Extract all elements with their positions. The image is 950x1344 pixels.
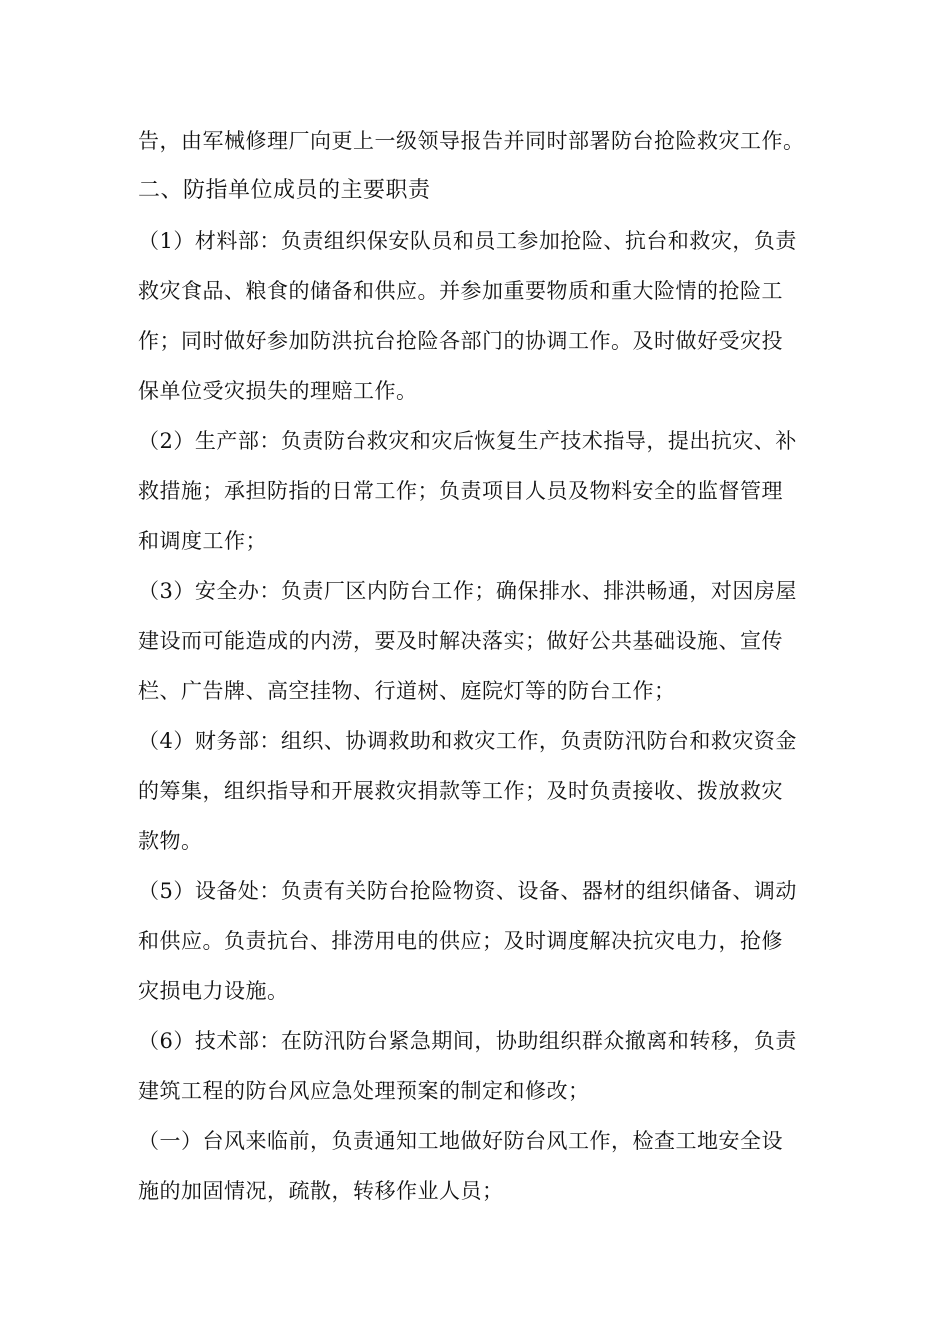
text-line: 救灾食品、粮食的储备和供应。并参加重要物质和重大险情的抢险工 xyxy=(138,279,783,303)
text-line: （一）台风来临前，负责通知工地做好防台风工作，检查工地安全设 xyxy=(138,1129,783,1153)
text-line: （2）生产部：负责防台救灾和灾后恢复生产技术指导，提出抗灾、补 xyxy=(138,429,797,453)
text-line: 和供应。负责抗台、排涝用电的供应；及时调度解决抗灾电力，抢修 xyxy=(138,929,783,953)
text-line: （3）安全办：负责厂区内防台工作；确保排水、排洪畅通，对因房屋 xyxy=(138,579,797,603)
text-line: 作；同时做好参加防洪抗台抢险各部门的协调工作。及时做好受灾投 xyxy=(138,329,783,353)
section-heading: 二、防指单位成员的主要职责 xyxy=(138,178,431,203)
text-line: 栏、广告牌、高空挂物、行道树、庭院灯等的防台工作； xyxy=(138,679,676,703)
text-line: 救措施；承担防指的日常工作；负责项目人员及物料安全的监督管理 xyxy=(138,479,783,503)
text-line: 建筑工程的防台风应急处理预案的制定和修改； xyxy=(138,1079,590,1103)
text-line: 款物。 xyxy=(138,829,203,853)
text-line: 的筹集，组织指导和开展救灾捐款等工作；及时负责接收、拨放救灾 xyxy=(138,779,783,803)
text-line: （6）技术部：在防汛防台紧急期间，协助组织群众撤离和转移，负责 xyxy=(138,1029,797,1053)
text-line: 和调度工作； xyxy=(138,529,267,553)
text-line: （4）财务部：组织、协调救助和救灾工作，负责防汛防台和救灾资金 xyxy=(138,729,797,753)
text-line: 告，由军械修理厂向更上一级领导报告并同时部署防台抢险救灾工作。 xyxy=(138,129,805,153)
text-line: 灾损电力设施。 xyxy=(138,979,289,1003)
text-line: （1）材料部：负责组织保安队员和员工参加抢险、抗台和救灾，负责 xyxy=(138,229,797,253)
text-line: 建设而可能造成的内涝，要及时解决落实；做好公共基础设施、宣传 xyxy=(138,629,783,653)
text-line: 保单位受灾损失的理赔工作。 xyxy=(138,379,418,403)
document-page xyxy=(138,116,822,1216)
text-line: （5）设备处：负责有关防台抢险物资、设备、器材的组织储备、调动 xyxy=(138,879,797,903)
text-line: 施的加固情况，疏散，转移作业人员； xyxy=(138,1179,504,1203)
